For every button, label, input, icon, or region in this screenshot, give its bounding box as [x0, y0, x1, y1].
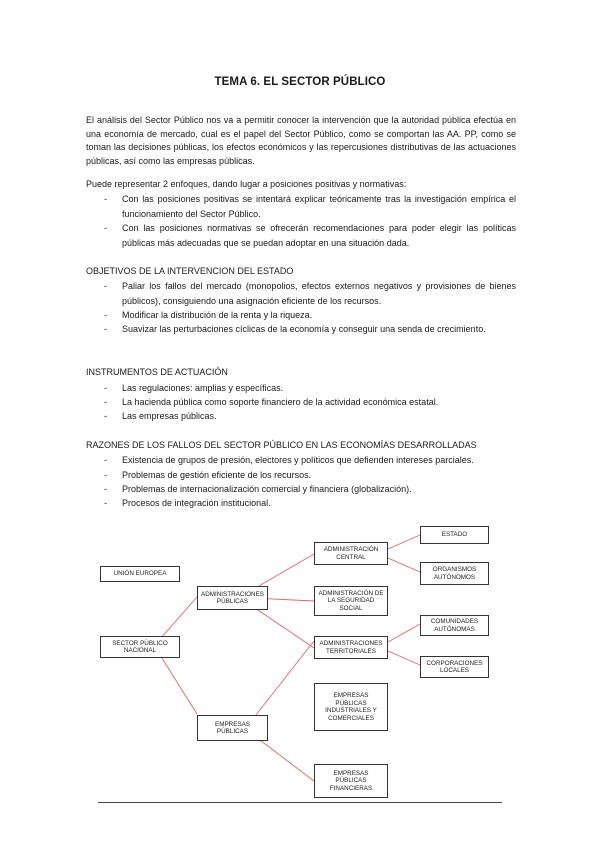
list-item	[104, 496, 516, 511]
list-item	[104, 308, 516, 323]
instrument-item: Las regulaciones: amplias y específicas.	[122, 383, 284, 393]
connector-line	[388, 558, 420, 572]
box-label: SECTOR PÚBLICO	[112, 639, 168, 647]
objective-item: Suavizar las perturbaciones cíclicas de la economía y conseguir una senda de crecimiento.	[122, 324, 486, 334]
bullet-dash: -	[104, 194, 107, 204]
failures-heading: RAZONES DE LOS FALLOS DEL SECTOR PÚBLICO EN LAS ECONOMÍAS DESARROLLADAS	[86, 440, 477, 450]
box-label: AUTÓNOMOS	[433, 573, 476, 581]
box-label: ADMINISTRACIONES	[201, 590, 264, 598]
failure-item: Procesos de integración institucional.	[122, 498, 271, 508]
box-organismos	[420, 562, 489, 585]
connector-line	[388, 624, 420, 642]
failure-item: Problemas de internacionalización comercial y financiera (globalización).	[122, 484, 412, 494]
box-label: INDUSTRIALES Y	[325, 707, 377, 714]
box-label: NACIONAL	[123, 647, 157, 654]
box-label: LA SEGURIDAD	[327, 597, 375, 605]
failure-item: Existencia de grupos de presión, electores y políticos que defienden intereses parciales.	[122, 455, 474, 465]
box-corporaciones	[420, 656, 489, 678]
box-emp-financieras	[314, 764, 388, 798]
box-union-europea	[100, 566, 180, 582]
box-administraciones	[197, 586, 268, 610]
bullet-dash: -	[104, 310, 107, 320]
box-label: ESTADO	[441, 531, 468, 539]
instruments-heading: INSTRUMENTOS DE ACTUACIÓN	[86, 367, 228, 377]
list-item	[104, 482, 516, 497]
box-sector-publico	[100, 636, 180, 658]
bullet-dash: -	[104, 397, 107, 407]
bullet-dash: -	[104, 223, 107, 233]
list-item	[104, 381, 516, 396]
list-item	[104, 409, 516, 424]
box-label: ADMINISTRACIÓN	[323, 546, 379, 553]
connector-line	[388, 535, 420, 549]
box-comunidades	[420, 615, 489, 636]
instrument-item: La hacienda pública como soporte financiero de la actividad económica estatal.	[122, 397, 439, 407]
objectives-heading: OBJETIVOS DE LA INTERVENCION DEL ESTADO	[86, 266, 294, 276]
instrument-item: Las empresas públicas.	[122, 411, 217, 421]
box-label: TERRITORIALES	[326, 647, 376, 655]
box-label: PÚBLICAS	[216, 598, 249, 605]
box-label: ORGANISMOS	[432, 566, 477, 573]
list-item	[104, 322, 516, 337]
objective-item: Modificar la distribución de la renta y la riqueza.	[122, 310, 313, 320]
connector-line	[160, 655, 197, 714]
list-item	[104, 468, 516, 483]
box-label: PÚBLICAS	[335, 699, 367, 707]
box-adm-seguridad-social	[314, 586, 388, 616]
objective-item: Paliar los fallos del mercado (monopolios, efectos externos negativos y provisiones de bienes públicos), consiguiendo una asignación eficiente de los recursos.	[122, 281, 516, 306]
box-label: ADMINISTRACIONES	[319, 640, 383, 647]
connector-line	[252, 554, 314, 590]
box-label: FINANCIERAS	[329, 784, 373, 792]
box-label: EMPRESAS	[333, 692, 369, 699]
box-estado	[420, 526, 489, 544]
list-item	[104, 221, 516, 250]
connector-line	[252, 606, 314, 648]
list-item	[104, 453, 516, 468]
box-label: AUTÓNOMAS	[434, 625, 475, 633]
list-item	[104, 395, 516, 410]
connector-line	[160, 597, 197, 639]
page-title: TEMA 6. EL SECTOR PÚBLICO	[214, 76, 386, 88]
intro-paragraph: El análisis del Sector Público nos va a permitir conocer la intervención que la autoridad pública efectúa en una economía de mercado, cual es el papel del Sector Público, como se comportan las AA. PP, como se toman las decisiones públicas, los efectos económicos y las repercusiones distributivas de las actuaciones públicas, así como las empresas públicas.	[86, 115, 516, 166]
box-label: COMUNIDADES	[430, 618, 479, 625]
connector-line	[252, 734, 314, 781]
box-emp-industriales	[314, 683, 388, 731]
box-adm-territoriales	[314, 636, 388, 659]
approach-normative: Con las posiciones normativas se ofrecerán recomendaciones para poder elegir las políticas públicas más adecuadas que se puedan adoptar en una situación dada.	[122, 223, 516, 248]
box-label: LOCALES	[439, 667, 470, 674]
bullet-dash: -	[104, 383, 107, 393]
box-label: COMERCIALES	[328, 714, 374, 722]
failure-item: Problemas de gestión eficiente de los recursos.	[122, 470, 312, 480]
approach-positive: Con las posiciones positivas se intentará explicar teóricamente tras la investigación empírica el funcionamiento del Sector Público.	[122, 194, 516, 219]
box-label: EMPRESAS	[333, 769, 369, 777]
bullet-dash: -	[104, 455, 107, 465]
bullet-dash: -	[104, 281, 107, 291]
list-item	[104, 192, 516, 221]
box-label: CORPORACIONES	[426, 659, 483, 667]
public-sector-diagram	[100, 524, 500, 802]
box-label: EMPRESAS	[215, 720, 250, 728]
bullet-dash: -	[104, 484, 107, 494]
box-label: SOCIAL	[339, 604, 363, 612]
bullet-dash: -	[104, 498, 107, 508]
list-item	[104, 279, 516, 308]
bullet-dash: -	[104, 411, 107, 421]
approaches-line: Puede representar 2 enfoques, dando lugar a posiciones positivas y normativas:	[86, 179, 407, 189]
box-label: CENTRAL	[336, 553, 366, 561]
box-empresas	[197, 715, 268, 741]
box-label: PÚBLICAS	[216, 728, 249, 735]
box-label: PÚBLICAS	[335, 777, 367, 785]
box-label: UNIÓN EUROPEA	[113, 570, 167, 578]
connector-line	[252, 641, 314, 720]
box-label: ADMINISTRACIÓN DE	[318, 589, 384, 597]
bullet-dash: -	[104, 470, 107, 480]
bullet-dash: -	[104, 324, 107, 334]
bottom-divider	[98, 802, 502, 803]
box-adm-central	[314, 542, 388, 565]
connector-line	[388, 651, 420, 665]
